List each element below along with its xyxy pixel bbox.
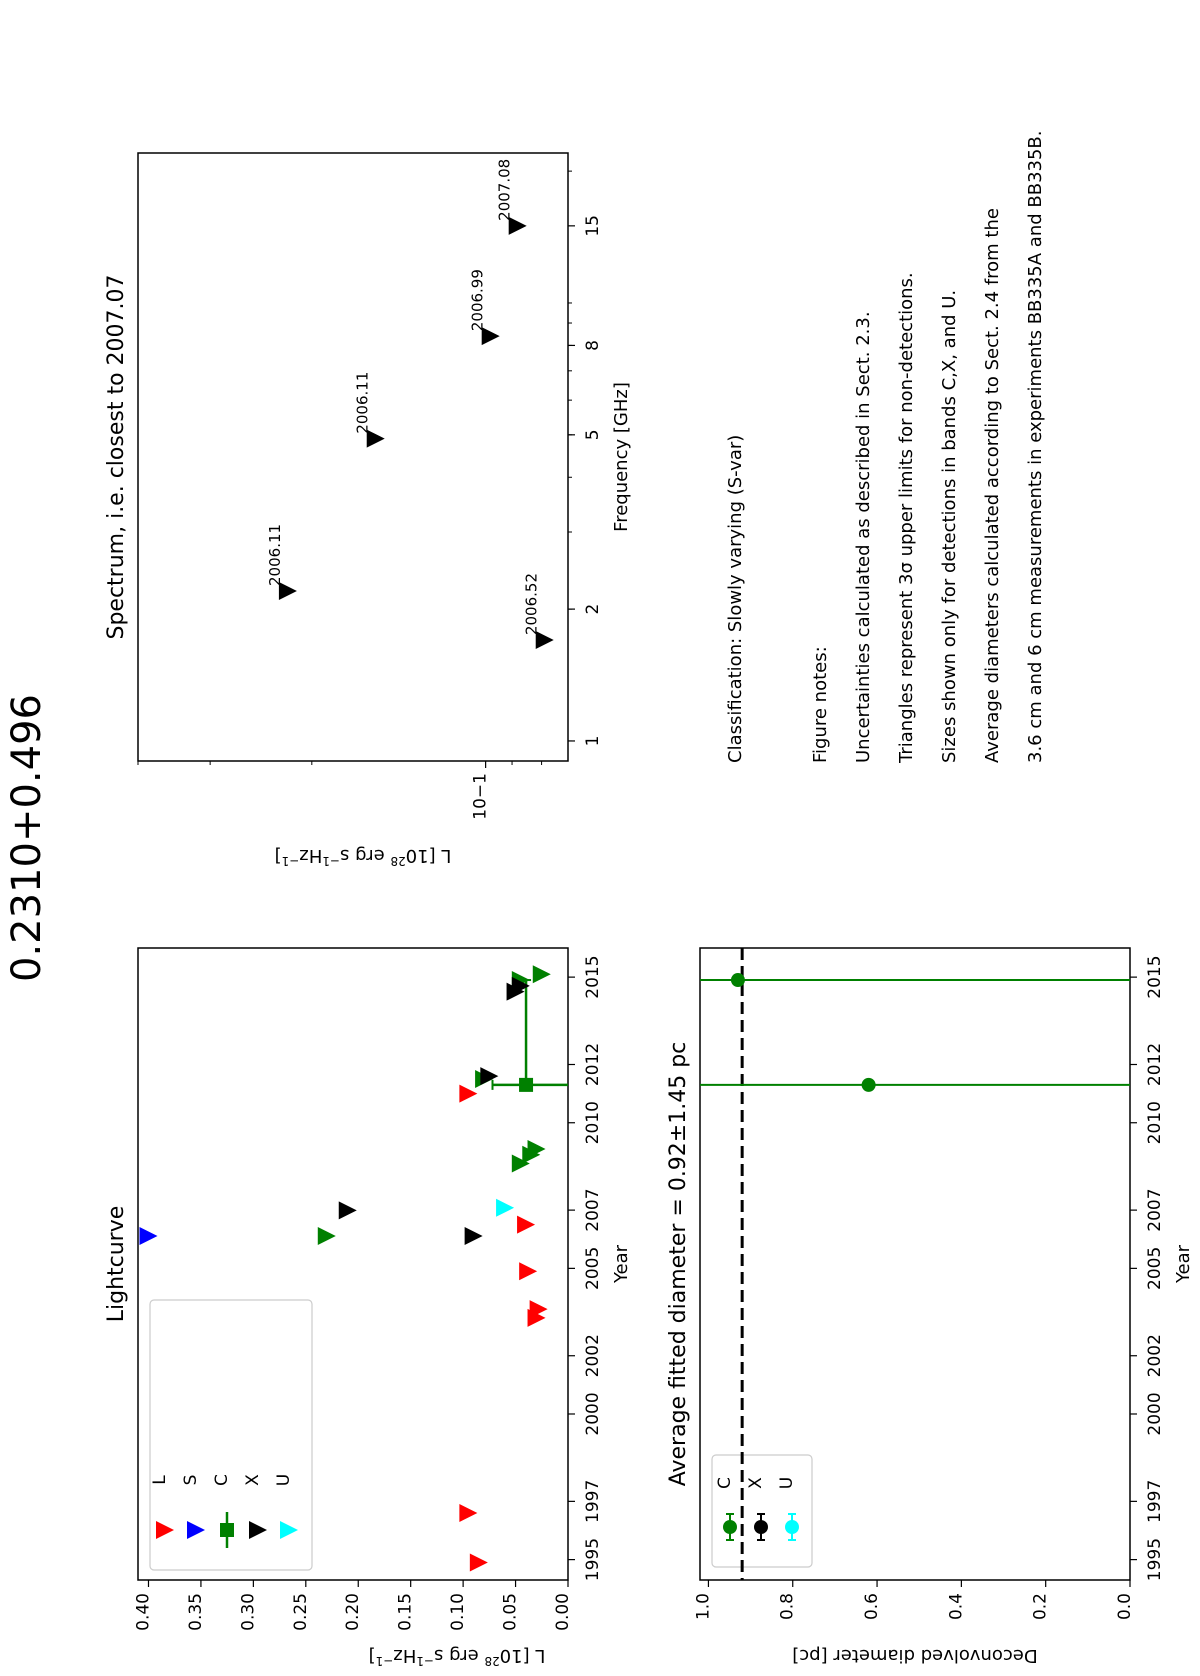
classification-text: Classification: Slowly varying (S-var) bbox=[725, 434, 746, 763]
lightcurve-x-label: Year bbox=[611, 1244, 632, 1284]
y-tick-label: 0.6 bbox=[862, 1593, 883, 1621]
diameter-y-label: Deconvolved diameter [pc] bbox=[792, 1645, 1038, 1666]
diameter-y-ticks bbox=[693, 1580, 1135, 1620]
x-tick-label: 1997 bbox=[583, 1479, 603, 1523]
x-tick-label: 2002 bbox=[1145, 1334, 1165, 1378]
x-tick-label: 1995 bbox=[583, 1537, 603, 1582]
legend-square bbox=[220, 1523, 234, 1537]
legend-label: U bbox=[777, 1476, 797, 1490]
legend-box bbox=[712, 1455, 812, 1567]
point-label: 2007.08 bbox=[495, 158, 514, 221]
y-tick-label: 0.30 bbox=[238, 1593, 259, 1631]
y-label-superscript: −1 bbox=[281, 854, 300, 868]
y-tick-label: 0.05 bbox=[500, 1593, 521, 1631]
legend-label: L bbox=[150, 1475, 170, 1485]
spectrum-axes bbox=[138, 153, 603, 820]
data-triangle bbox=[459, 1085, 477, 1103]
x-tick-label: 2015 bbox=[1145, 955, 1165, 999]
note-line: Average diameters calculated according to Sect. 2.4 from the bbox=[982, 208, 1003, 763]
diameter-title: Average fitted diameter = 0.92±1.45 pc bbox=[666, 1041, 691, 1487]
note-line: Uncertainties calculated as described in Sect. 2.3. bbox=[853, 311, 874, 763]
y-tick-label: 0.20 bbox=[343, 1593, 364, 1631]
x-tick-label: 2007 bbox=[1145, 1188, 1165, 1232]
data-square bbox=[519, 1078, 533, 1092]
y-label-text: Hz bbox=[393, 1645, 417, 1666]
point-label: 2006.11 bbox=[353, 371, 372, 434]
x-tick-label: 2000 bbox=[1145, 1392, 1165, 1436]
legend-label: X bbox=[243, 1474, 263, 1486]
x-tick-label: 15 bbox=[583, 215, 603, 237]
y-tick-label: 0.2 bbox=[1030, 1593, 1051, 1621]
legend-marker bbox=[723, 1520, 737, 1534]
x-tick-label: 2012 bbox=[1145, 1042, 1165, 1087]
notes-heading: Figure notes: bbox=[810, 646, 831, 763]
data-triangle bbox=[139, 1227, 157, 1245]
legend-marker bbox=[754, 1520, 768, 1534]
x-tick-label: 2015 bbox=[583, 955, 603, 999]
y-label-superscript: −1 bbox=[322, 854, 341, 868]
data-triangle bbox=[480, 1067, 498, 1085]
x-tick-label: 1 bbox=[583, 735, 603, 747]
y-tick-label: 0.10 bbox=[448, 1593, 469, 1631]
y-label-text: erg s bbox=[434, 1645, 485, 1666]
data-triangle bbox=[533, 965, 551, 983]
spectrum-x-ticks bbox=[568, 171, 603, 746]
data-point bbox=[862, 1078, 876, 1092]
point-label: 2006.52 bbox=[522, 572, 541, 636]
y-label-superscript: −1 bbox=[416, 1654, 435, 1668]
diameter-x-ticks bbox=[1130, 955, 1165, 1581]
y-tick-label: 10−1 bbox=[470, 773, 491, 820]
data-triangle bbox=[459, 1504, 477, 1522]
spectrum-plot-frame bbox=[138, 153, 568, 761]
y-label-text: ] bbox=[274, 845, 282, 866]
data-triangle bbox=[339, 1201, 357, 1219]
lightcurve-panel bbox=[104, 948, 632, 1668]
x-tick-label: 2012 bbox=[583, 1042, 603, 1087]
data-triangle bbox=[517, 1216, 535, 1234]
spectrum-x-label: Frequency [GHz] bbox=[611, 382, 632, 532]
y-tick-label: 0.0 bbox=[1115, 1593, 1135, 1621]
x-tick-label: 2007 bbox=[583, 1188, 603, 1232]
y-tick-label: 0.8 bbox=[777, 1593, 798, 1621]
data-triangle bbox=[465, 1227, 483, 1245]
y-label-text: ] bbox=[368, 1645, 376, 1666]
x-tick-label: 8 bbox=[583, 340, 603, 351]
y-tick-label: 0.25 bbox=[290, 1593, 311, 1631]
legend-label: C bbox=[212, 1474, 232, 1486]
legend-label: C bbox=[715, 1477, 735, 1489]
data-triangle bbox=[496, 1199, 514, 1217]
legend-label: U bbox=[274, 1473, 294, 1487]
lightcurve-x-ticks bbox=[568, 955, 603, 1581]
y-label-superscript: 28 bbox=[390, 854, 406, 868]
diameter-x-label: Year bbox=[1173, 1244, 1194, 1284]
x-tick-label: 1995 bbox=[1145, 1537, 1165, 1582]
spectrum-marks bbox=[266, 159, 554, 649]
y-label-text: L [10 bbox=[499, 1645, 546, 1666]
x-tick-label: 2005 bbox=[1145, 1246, 1165, 1291]
lightcurve-legend bbox=[150, 1300, 312, 1570]
point-label: 2006.99 bbox=[468, 269, 487, 332]
x-tick-label: 2010 bbox=[583, 1101, 603, 1145]
y-tick-label: 0.40 bbox=[133, 1593, 154, 1631]
y-label-text: L [10 bbox=[405, 845, 452, 866]
x-tick-label: 2002 bbox=[583, 1334, 603, 1378]
x-tick-label: 2 bbox=[583, 603, 603, 615]
legend-label: S bbox=[181, 1474, 201, 1486]
note-line: 3.6 cm and 6 cm measurements in experiments BB335A and BB335B. bbox=[1025, 130, 1046, 763]
spectrum-y-label bbox=[275, 845, 452, 868]
point-label: 2006.11 bbox=[265, 523, 284, 586]
spectrum-panel bbox=[104, 153, 632, 868]
y-tick-label: 0.00 bbox=[553, 1593, 573, 1631]
spectrum-y-ticks bbox=[138, 761, 542, 820]
y-label-superscript: −1 bbox=[375, 1654, 394, 1668]
figure-title: 0.2310+0.496 bbox=[4, 694, 50, 982]
diameter-legend bbox=[712, 1455, 812, 1567]
data-point bbox=[731, 973, 745, 987]
data-triangle bbox=[470, 1554, 488, 1572]
y-tick-label: 0.15 bbox=[395, 1593, 416, 1631]
note-line: Sizes shown only for detections in bands C,X, and U. bbox=[939, 289, 960, 763]
x-tick-label: 2005 bbox=[583, 1246, 603, 1291]
diameter-panel bbox=[666, 948, 1194, 1666]
y-tick-label: 0.4 bbox=[946, 1593, 967, 1621]
x-tick-label: 5 bbox=[583, 429, 603, 441]
figure-notes bbox=[725, 130, 1046, 764]
lightcurve-title: Lightcurve bbox=[104, 1205, 129, 1323]
y-tick-label: 1.0 bbox=[693, 1593, 714, 1621]
spectrum-title: Spectrum, i.e. closest to 2007.07 bbox=[104, 274, 129, 640]
x-tick-label: 1997 bbox=[1145, 1479, 1165, 1523]
lightcurve-y-ticks bbox=[133, 1580, 573, 1631]
x-tick-label: 2010 bbox=[1145, 1101, 1165, 1145]
legend-marker bbox=[785, 1520, 799, 1534]
note-line: Triangles represent 3σ upper limits for non-detections. bbox=[896, 272, 917, 763]
legend-label: X bbox=[746, 1477, 766, 1489]
data-triangle bbox=[519, 1262, 537, 1280]
y-label-text: Hz bbox=[299, 845, 323, 866]
y-label-text: erg s bbox=[340, 845, 391, 866]
y-label-superscript: 28 bbox=[484, 1654, 500, 1668]
lightcurve-y-label bbox=[369, 1645, 546, 1668]
x-tick-label: 2000 bbox=[583, 1392, 603, 1436]
data-triangle bbox=[318, 1227, 336, 1245]
y-tick-label: 0.35 bbox=[185, 1593, 206, 1631]
